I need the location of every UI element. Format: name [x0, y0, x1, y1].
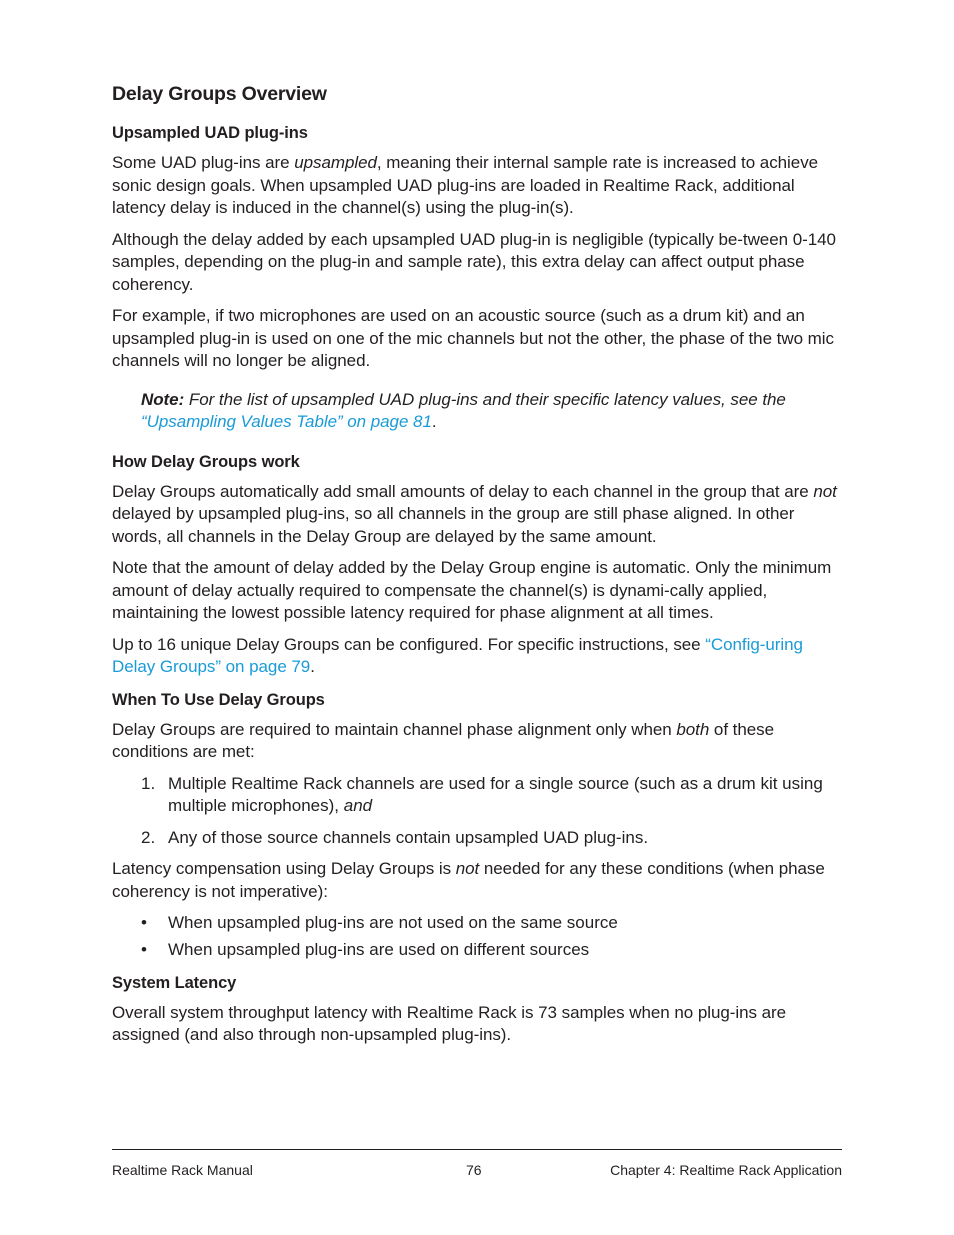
text-run: Any of those source channels contain upsampled UAD plug-ins. — [168, 827, 649, 847]
text-run: . — [431, 412, 437, 431]
conditions-list — [112, 773, 842, 850]
text-run: needed for any these conditions (when phase coherency is not imperative): — [112, 859, 825, 901]
paragraph-automatic-amount: Note that the amount of delay added by the Delay Group engine is automatic. Only the minimum amount of delay actually required to compensate the channel(s) is dynami-cally applied, maintaining the lowest possible latency required for phase alignment at all times. — [112, 558, 832, 622]
paragraph-example: For example, if two microphones are used on an acoustic source (such as a drum kit) and an upsampled plug-in is used on one of the mic channels but not the other, the phase of the two mic channels will no longer be aligned. — [112, 306, 834, 370]
list-item — [112, 773, 842, 818]
section-heading-system-latency: System Latency — [112, 973, 237, 992]
emphasis: not — [455, 859, 480, 878]
text-run: , meaning their internal sample rate is increased to achieve sonic design goals. When upsampled UAD plug-ins are loaded in Realtime Rack, additional latency delay is induced in the channel(s) using the plug-in(s). — [112, 153, 819, 217]
text-run: When upsampled plug-ins are used on different sources — [168, 940, 590, 959]
paragraph-unique-groups — [112, 634, 842, 679]
bullet-icon: • — [141, 940, 147, 959]
text-run: Multiple Realtime Rack channels are used for a single source (such as a drum kit using multiple microphones), — [168, 773, 823, 815]
page-number: 76 — [466, 1162, 482, 1178]
footer-chapter: Chapter 4: Realtime Rack Application — [610, 1162, 842, 1178]
paragraph-system-latency: Overall system throughput latency with Realtime Rack is 73 samples when no plug-ins are assigned (and also through non-upsampled plug-ins). — [112, 1002, 787, 1044]
list-number: 1. — [141, 773, 156, 793]
text-run: Up to 16 unique Delay Groups can be configured. For specific instructions, see — [112, 634, 706, 654]
footer-manual-title: Realtime Rack Manual — [112, 1162, 253, 1178]
text-run: delayed by upsampled plug-ins, so all channels in the group are still phase aligned. In other words, all channels in the Delay Group are delayed by the same amount. — [112, 504, 795, 546]
bullet-icon: • — [141, 913, 147, 932]
list-item — [112, 912, 842, 935]
emphasis: upsampled — [294, 153, 377, 172]
paragraph-upsampled-intro — [112, 152, 842, 220]
paragraph-not-needed — [112, 858, 842, 903]
list-number: 2. — [141, 827, 156, 847]
not-needed-list — [112, 912, 842, 962]
paragraph-delay-negligible: Although the delay added by each upsampled UAD plug-in is negligible (typically be-tween 0-140 samples, depending on the plug-in and sample rate), this extra delay can affect output phase coherency. — [112, 229, 836, 294]
text-run: . — [310, 657, 315, 676]
footer-divider — [112, 1149, 842, 1150]
note-text: For the list of upsampled UAD plug-ins and their specific latency values, see the — [184, 389, 786, 409]
text-run: of these conditions are met: — [112, 719, 775, 761]
emphasis: not — [813, 481, 837, 501]
section-heading-how-delay-groups-work: How Delay Groups work — [112, 452, 300, 471]
text-run: Delay Groups automatically add small amounts of delay to each channel in the group that are — [112, 481, 814, 501]
section-heading-upsampled: Upsampled UAD plug-ins — [112, 124, 308, 142]
page-content — [112, 80, 842, 1056]
list-item — [112, 827, 842, 850]
note — [141, 389, 842, 434]
text-run: Some UAD plug-ins are — [112, 153, 295, 172]
emphasis: both — [676, 719, 710, 739]
note-label: Note: — [141, 389, 185, 409]
text-run: Latency compensation using Delay Groups is — [112, 859, 456, 878]
list-item — [112, 939, 842, 962]
paragraph-auto-delay — [112, 481, 842, 549]
text-run: When upsampled plug-ins are not used on the same source — [168, 913, 618, 932]
text-run: Delay Groups are required to maintain channel phase alignment only when — [112, 719, 677, 739]
section-heading-when-to-use: When To Use Delay Groups — [112, 690, 325, 709]
page-title: Delay Groups Overview — [112, 83, 327, 105]
configuring-delay-groups-link[interactable]: “Config-uring Delay Groups” on page 79 — [112, 634, 803, 676]
paragraph-required-when — [112, 719, 842, 764]
upsampling-table-link[interactable]: “Upsampling Values Table” on page 81 — [141, 412, 432, 431]
emphasis: and — [343, 796, 373, 815]
